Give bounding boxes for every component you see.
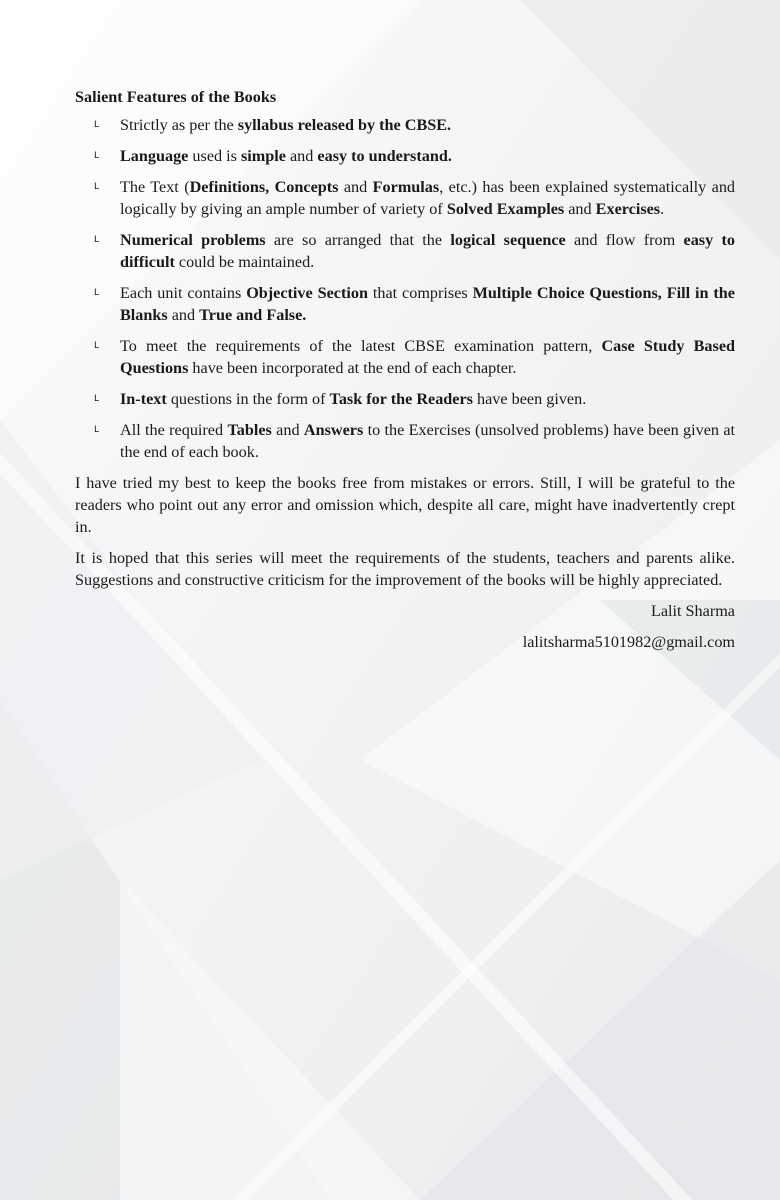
bold-text: Definitions, Concepts bbox=[189, 178, 339, 196]
text-run: to the Exercises (unsolved problems) have been given at the end of each book. bbox=[120, 421, 736, 461]
bullet-icon: L bbox=[94, 235, 100, 245]
bold-text: syllabus released by the CBSE. bbox=[237, 116, 452, 134]
bullet-icon: L bbox=[94, 425, 100, 435]
feature-item bbox=[75, 176, 735, 220]
text-run: , etc.) has been explained systematically and logically by giving an ample number of variety of bbox=[120, 178, 736, 218]
feature-item bbox=[75, 114, 735, 136]
bullet-icon: L bbox=[94, 151, 100, 161]
author-email: lalitsharma5101982@gmail.com bbox=[522, 633, 735, 651]
feature-item bbox=[75, 388, 735, 410]
feature-item bbox=[75, 335, 735, 379]
bold-text: Solved Examples bbox=[446, 200, 565, 218]
features-list bbox=[75, 114, 735, 463]
bold-text: Language bbox=[120, 147, 189, 165]
bold-text: In-text bbox=[120, 390, 167, 408]
bullet-icon: L bbox=[94, 120, 100, 130]
text-run: and bbox=[271, 421, 304, 439]
bold-text: Objective Section bbox=[246, 284, 368, 302]
text-run: . bbox=[660, 200, 665, 218]
bold-text: Numerical problems bbox=[120, 231, 266, 249]
bold-text: Formulas bbox=[372, 178, 440, 196]
text-run: All the required bbox=[120, 421, 228, 439]
bold-text: simple bbox=[240, 147, 286, 165]
feature-item bbox=[75, 145, 735, 167]
text-run: used is bbox=[188, 147, 241, 165]
body-paragraph: I have tried my best to keep the books free from mistakes or errors. Still, I will be grateful to the readers who point out any error and omission which, despite all care, might have inadvertently crept in. bbox=[75, 474, 735, 536]
body-paragraphs bbox=[75, 472, 735, 591]
text-run: Each unit contains bbox=[120, 284, 247, 302]
text-run: and bbox=[564, 200, 596, 218]
bold-text: Case Study Based Questions bbox=[120, 337, 736, 377]
text-run: The Text ( bbox=[120, 178, 190, 196]
bold-text: Tables bbox=[227, 421, 272, 439]
text-run: have been incorporated at the end of each chapter. bbox=[188, 359, 517, 377]
body-paragraph: It is hoped that this series will meet the requirements of the students, teachers and parents alike. Suggestions and constructive criticism for the improvement of the books will be highly appreciated. bbox=[75, 549, 735, 589]
section-heading: Salient Features of the Books bbox=[75, 88, 277, 106]
feature-item bbox=[75, 282, 735, 326]
bold-text: Answers bbox=[303, 421, 364, 439]
bullet-icon: L bbox=[94, 288, 100, 298]
text-run: To meet the requirements of the latest CBSE examination pattern, bbox=[120, 337, 602, 355]
bullet-icon: L bbox=[94, 394, 100, 404]
text-run: and bbox=[285, 147, 318, 165]
bold-text: True and False. bbox=[199, 306, 307, 324]
author-name: Lalit Sharma bbox=[650, 602, 735, 620]
bold-text: easy to difficult bbox=[120, 231, 736, 271]
document-page bbox=[75, 86, 735, 662]
text-run: and bbox=[167, 306, 200, 324]
text-run: Strictly as per the bbox=[120, 116, 238, 134]
text-run: and flow from bbox=[565, 231, 684, 249]
text-run: are so arranged that the bbox=[265, 231, 451, 249]
text-run: have been given. bbox=[472, 390, 587, 408]
bold-text: Exercises bbox=[595, 200, 661, 218]
bold-text: easy to understand. bbox=[317, 147, 452, 165]
bold-text: logical sequence bbox=[450, 231, 566, 249]
text-run: questions in the form of bbox=[166, 390, 330, 408]
bold-text: Task for the Readers bbox=[329, 390, 473, 408]
text-run: that comprises bbox=[367, 284, 473, 302]
bullet-icon: L bbox=[94, 182, 100, 192]
bold-text: Multiple Choice Questions, Fill in the Blanks bbox=[120, 284, 735, 324]
feature-item bbox=[75, 229, 735, 273]
text-run: could be maintained. bbox=[174, 253, 315, 271]
text-run: and bbox=[338, 178, 373, 196]
feature-item bbox=[75, 419, 735, 463]
bullet-icon: L bbox=[94, 341, 100, 351]
